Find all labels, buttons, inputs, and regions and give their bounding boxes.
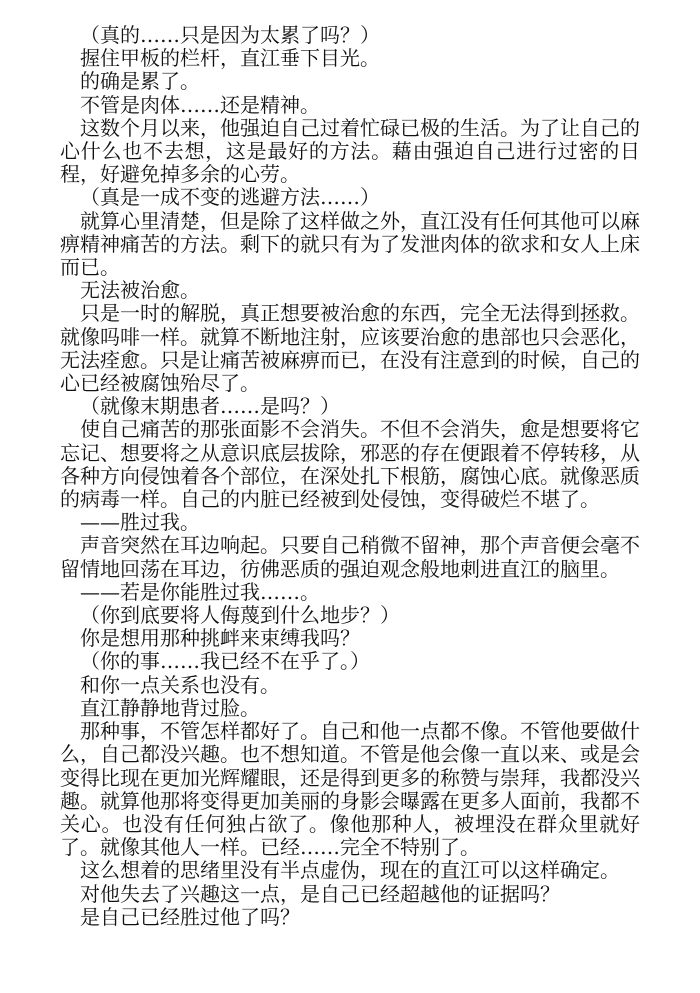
paragraph: 对他失去了兴趣这一点，是自己已经超越他的证据吗？: [80, 881, 560, 906]
paragraph: 直江静静地背过脸。: [80, 695, 260, 720]
paragraph: 无法被治愈。: [80, 278, 200, 303]
paragraph: 你是想用那种挑衅来束缚我吗？: [80, 626, 360, 651]
paragraph: 的确是累了。: [80, 69, 200, 94]
paragraph: ——若是你能胜过我……。: [80, 579, 320, 604]
paragraph: 声音突然在耳边响起。只要自己稍微不留神，那个声音便会毫不留情地回荡在耳边，彷佛恶质的强迫观念般地刺进直江的脑里。: [60, 533, 640, 581]
paragraph: （你的事……我已经不在乎了。）: [80, 649, 370, 674]
paragraph: ——胜过我。: [80, 510, 200, 535]
paragraph: （就像末期患者……是吗？）: [80, 394, 340, 419]
paragraph: 和你一点关系也没有。: [80, 672, 280, 697]
paragraph: 这么想着的思绪里没有半点虚伪，现在的直江可以这样确定。: [80, 858, 620, 883]
paragraph: 只是一时的解脱，真正想要被治愈的东西，完全无法得到拯救。就像吗啡一样。就算不断地注射，应该要治愈的患部也只会恶化，无法痊愈。只是让痛苦被麻痹而已，在没有注意到的时候，自己的心已经被腐蚀殆尽了。: [60, 301, 640, 396]
paragraph: 不管是肉体……还是精神。: [80, 92, 320, 117]
document-page: [60, 24, 640, 929]
paragraph: （真的……只是因为太累了吗？）: [80, 23, 380, 47]
paragraph: 就算心里清楚，但是除了这样做之外，直江没有任何其他可以麻痹精神痛苦的方法。剩下的就只有为了发泄肉体的欲求和女人上床而已。: [60, 208, 640, 280]
paragraph: （你到底要将人侮蔑到什么地步？）: [80, 603, 400, 628]
paragraph: 使自己痛苦的那张面影不会消失。不但不会消失，愈是想要将它忘记、想要将之从意识底层拔除，邪恶的存在便跟着不停转移，从各种方向侵蚀着各个部位，在深处扎下根筋，腐蚀心底。就像恶质的病毒一样。自己的内脏已经被到处侵蚀，变得破烂不堪了。: [60, 417, 640, 512]
paragraph: 这数个月以来，他强迫自己过着忙碌已极的生活。为了让自己的心什么也不去想，这是最好的方法。藉由强迫自己进行过密的日程，好避免掉多余的心劳。: [60, 115, 640, 187]
paragraph: 握住甲板的栏杆，直江垂下目光。: [80, 46, 380, 71]
paragraph: （真是一成不变的逃避方法……）: [80, 185, 380, 210]
paragraph: 是自己已经胜过他了吗？: [80, 904, 300, 929]
paragraph: 那种事，不管怎样都好了。自己和他一点都不像。不管他要做什么，自己都没兴趣。也不想知道。不管是他会像一直以来、或是会变得比现在更加光辉耀眼，还是得到更多的称赞与崇拜，我都没兴趣。就算他那将变得更加美丽的身影会曝露在更多人面前，我都不关心。也没有任何独占欲了。像他那种人，被埋没在群众里就好了。就像其他人一样。已经……完全不特别了。: [60, 719, 640, 860]
